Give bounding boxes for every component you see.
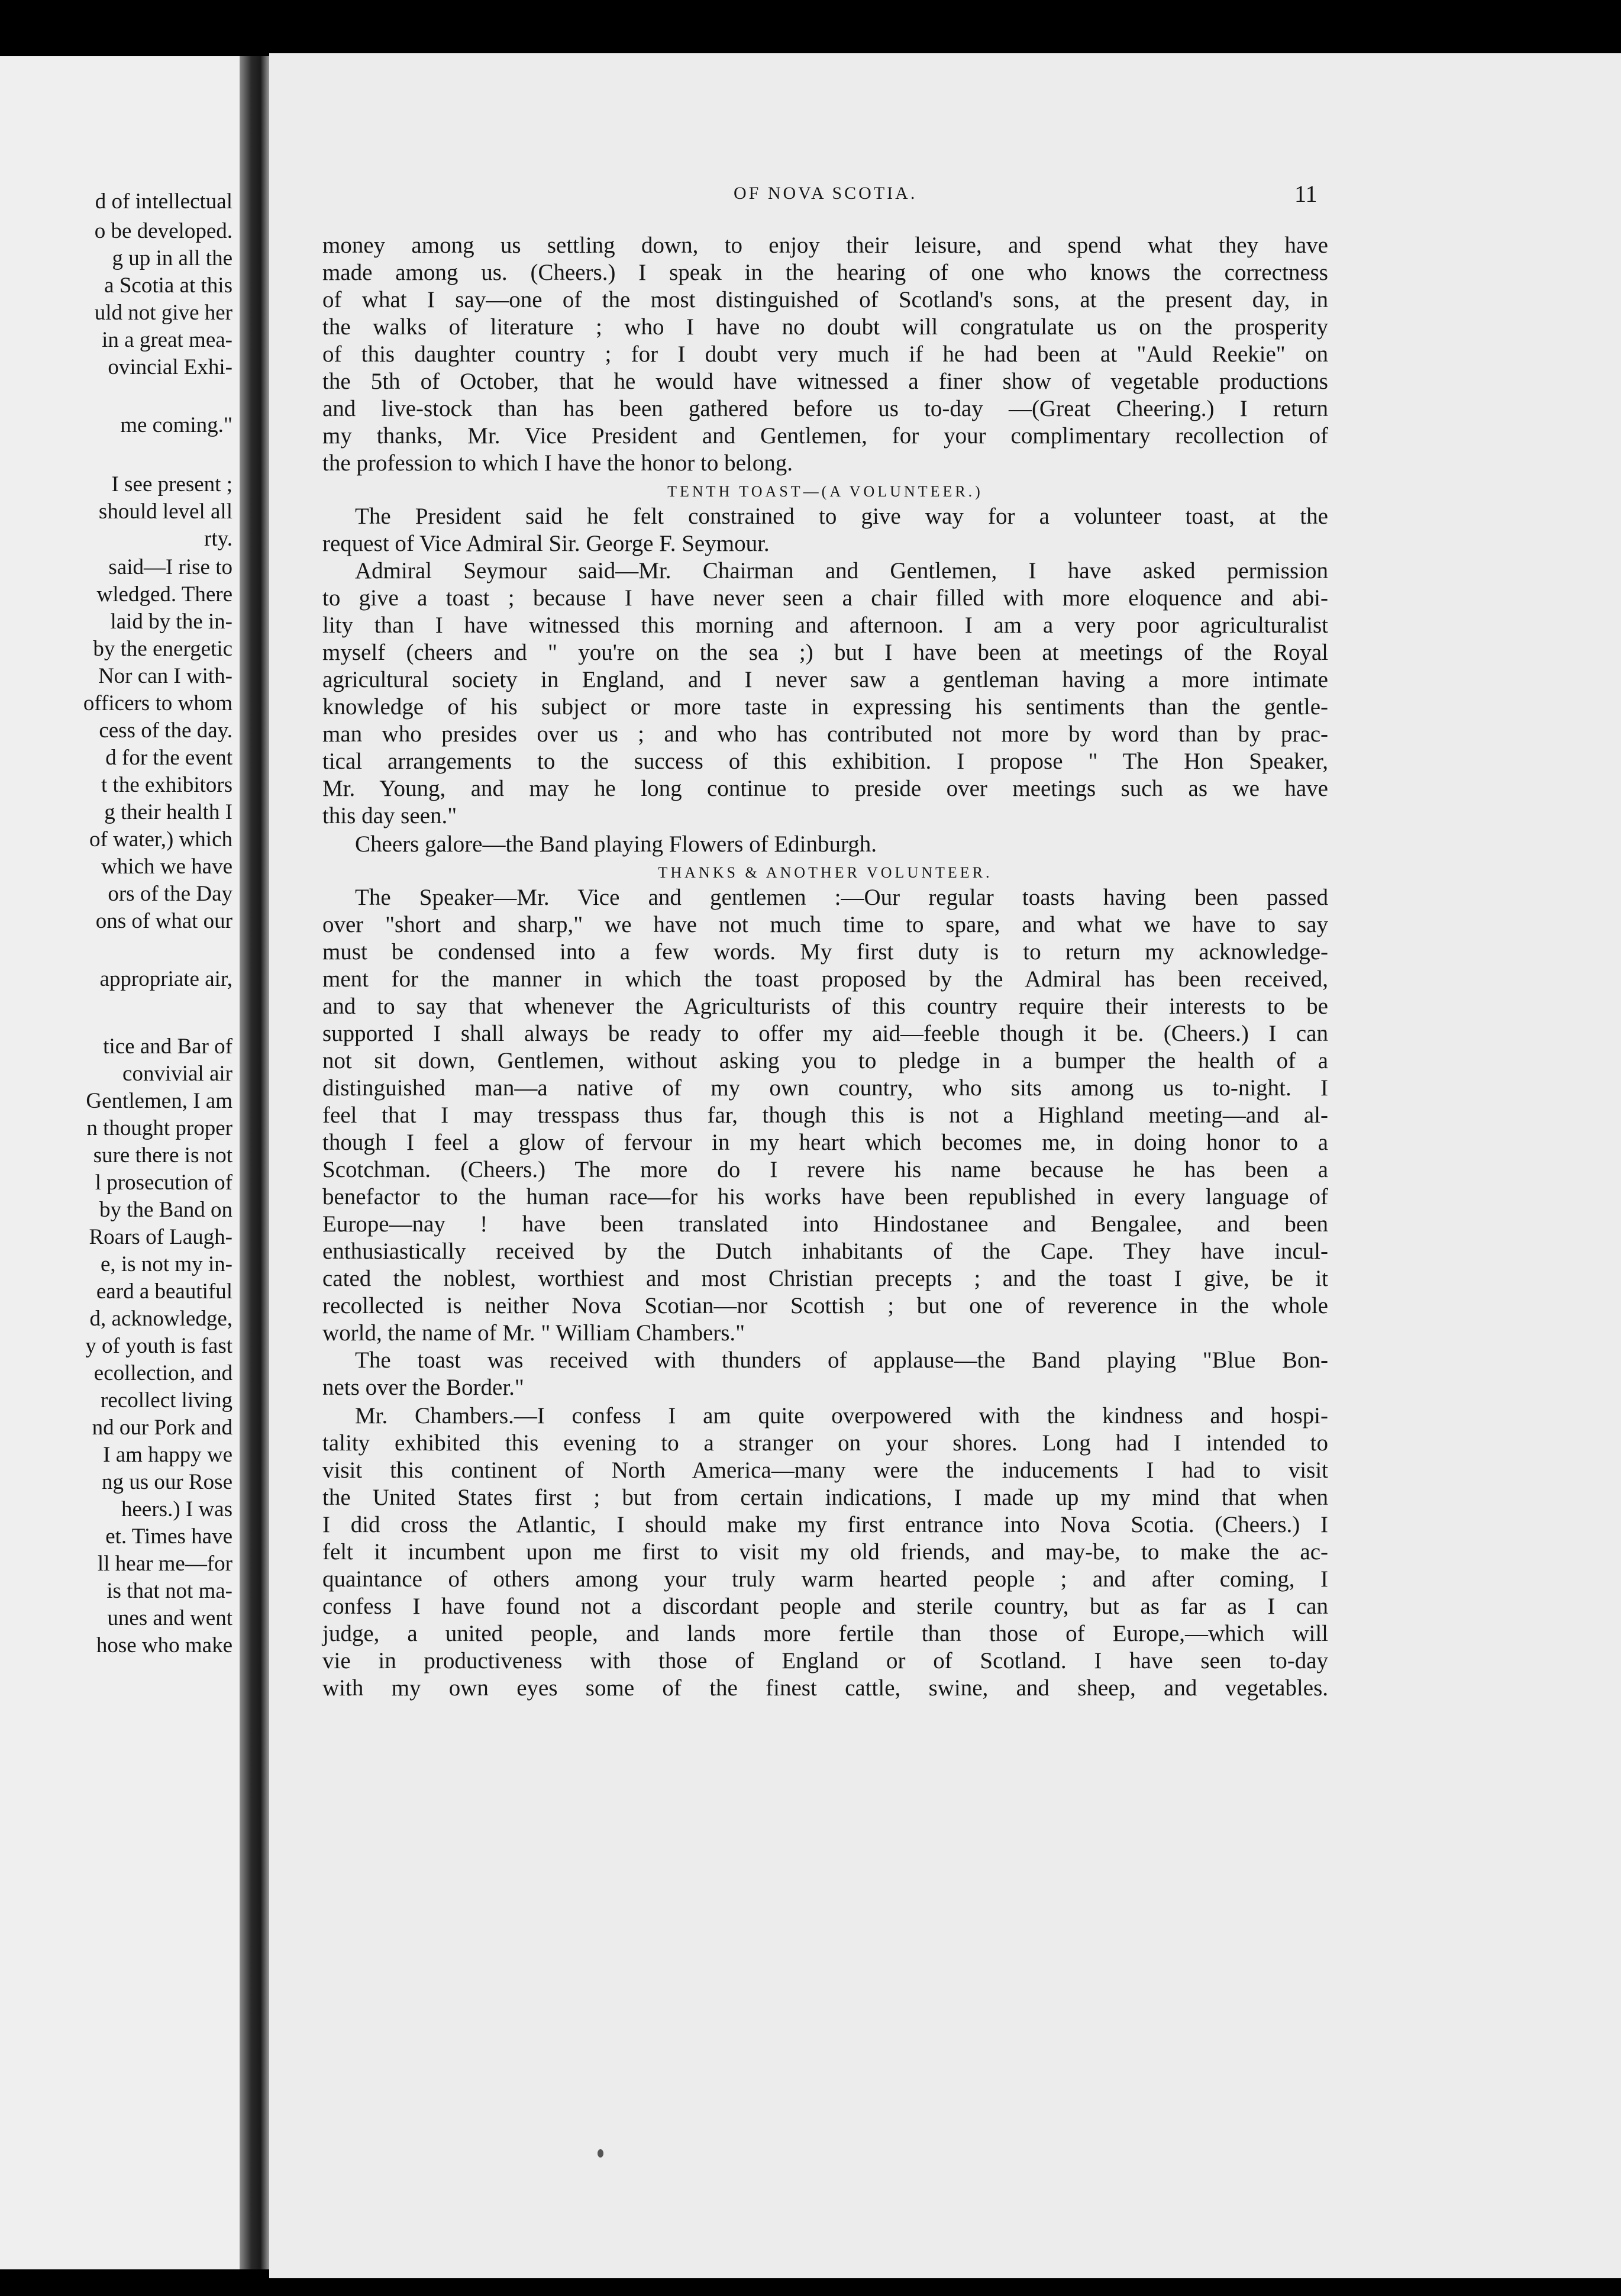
left-page-line: said—I rise to [108,555,233,579]
left-page-line: l prosecution of [95,1170,233,1195]
left-page-line: cess of the day. [99,718,233,743]
text-line: of this daughter country ; for I doubt very much if he had been at "Auld Reekie" on [322,341,1328,367]
text-line: world, the name of Mr. " William Chambers." [322,1320,745,1346]
text-line: Europe—nay ! have been translated into Hindostanee and Bengalee, and been [322,1211,1328,1237]
text-line: man who presides over us ; and who has contributed not more by word than by prac- [322,721,1328,747]
left-page-line: d of intellectual [95,189,233,214]
scan-speck [598,2149,603,2158]
left-page-line: me coming." [120,413,233,437]
text-line: quaintance of others among your truly warm hearted people ; and after coming, I [322,1566,1328,1592]
text-line: The President said he felt constrained to give way for a volunteer toast, at the [355,504,1328,529]
left-page-line: d for the event [105,746,233,770]
left-page-line: laid by the in- [110,610,233,634]
text-line: supported I shall always be ready to offer my aid—feeble though it be. (Cheers.) I can [322,1021,1328,1046]
left-page-line: in a great mea- [102,328,233,352]
text-line: enthusiastically received by the Dutch inhabitants of the Cape. They have incul- [322,1239,1328,1264]
left-page-line: recollect living [101,1388,233,1413]
left-page-line: a Scotia at this [104,273,233,298]
text-line: the 5th of October, that he would have witnessed a finer show of vegetable productions [322,369,1328,394]
left-page-line: by the Band on [99,1198,233,1222]
text-line: and live-stock than has been gathered before us to-day —(Great Cheering.) I return [322,396,1328,421]
left-page-line: by the energetic [93,637,233,661]
page-number: 11 [1294,180,1318,207]
text-line: judge, a united people, and lands more fertile than those of Europe,—which will [322,1621,1328,1646]
text-line: with my own eyes some of the finest cattle, swine, and sheep, and vegetables. [322,1675,1328,1701]
text-line: cated the noblest, worthiest and most Christian precepts ; and the toast I give, be it [322,1266,1328,1291]
left-page-line: officers to whom [83,691,233,715]
text-line: made among us. (Cheers.) I speak in the hearing of one who knows the correctness [322,260,1328,285]
text-line: distinguished man—a native of my own country, who sits among us to-night. I [322,1075,1328,1101]
left-page-line: which we have [101,854,233,879]
left-page-line: et. Times have [105,1524,233,1549]
left-page-line: heers.) I was [121,1497,233,1521]
left-page-line: ons of what our [95,909,233,933]
left-page-line: ovincial Exhi- [108,355,233,379]
text-line: must be condensed into a few words. My first duty is to return my acknowledge- [322,939,1328,965]
text-line: recollected is neither Nova Scotian—nor Scottish ; but one of reverence in the whole [322,1293,1328,1318]
text-line: The toast was received with thunders of applause—the Band playing "Blue Bon- [355,1347,1328,1373]
left-page [0,56,240,2269]
left-page-line: ors of the Day [108,882,233,906]
text-line: the profession to which I have the honor to belong. [322,450,793,476]
text-line: Admiral Seymour said—Mr. Chairman and Gentlemen, I have asked permission [355,558,1328,583]
left-page-line: Nor can I with- [98,664,233,688]
text-line: money among us settling down, to enjoy their leisure, and spend what they have [322,233,1328,258]
left-page-line: g their health I [104,800,233,824]
running-header: OF NOVA SCOTIA. [734,183,918,203]
text-line: tical arrangements to the success of this exhibition. I propose " The Hon Speaker, [322,749,1328,774]
left-page-line: ll hear me—for [97,1552,233,1576]
text-line: and to say that whenever the Agriculturists of this country require their interests to be [322,994,1328,1019]
left-page-line: should level all [98,499,233,524]
text-line: vie in productiveness with those of England or of Scotland. I have seen to-day [322,1648,1328,1673]
left-page-line: g up in all the [112,246,233,270]
text-line: nets over the Border." [322,1375,524,1400]
text-line: tality exhibited this evening to a stranger on your shores. Long had I intended to [322,1430,1328,1456]
text-line: request of Vice Admiral Sir. George F. Seymour. [322,531,770,556]
left-page-line: sure there is not [93,1143,233,1168]
left-page-line: of water,) which [89,827,233,852]
left-page-line: I am happy we [103,1443,233,1467]
text-line: benefactor to the human race—for his works have been republished in every language of [322,1184,1328,1210]
left-page-line: ng us our Rose [102,1470,233,1494]
text-line: agricultural society in England, and I never saw a gentleman having a more intimate [322,667,1328,692]
left-page-line: I see present ; [111,472,233,496]
text-line: the walks of literature ; who I have no doubt will congratulate us on the prosperity [322,314,1328,340]
left-page-line: ecollection, and [93,1361,233,1385]
text-line: my thanks, Mr. Vice President and Gentlemen, for your complimentary recollection of [322,423,1328,449]
left-page-line: hose who make [96,1633,233,1657]
text-line: ment for the manner in which the toast proposed by the Admiral has been received, [322,966,1328,992]
text-line: myself (cheers and " you're on the sea ;) but I have been at meetings of the Royal [322,640,1328,665]
text-line: confess I have found not a discordant people and sterile country, but as far as I can [322,1594,1328,1619]
left-page-line: o be developed. [94,219,233,243]
left-page-line: convivial air [122,1062,233,1086]
text-line: visit this continent of North America—many were the inducements I had to visit [322,1457,1328,1483]
text-line: the United States first ; but from certain indications, I made up my mind that when [322,1485,1328,1510]
text-line: Scotchman. (Cheers.) The more do I revere his name because he has been a [322,1157,1328,1182]
left-page-line: uld not give her [94,301,233,325]
text-line: The Speaker—Mr. Vice and gentlemen :—Our regular toasts having been passed [355,885,1328,910]
left-page-line: n thought proper [86,1116,233,1140]
text-line: feel that I may tresspass thus far, though this is not a Highland meeting—and al- [322,1102,1328,1128]
text-line: knowledge of his subject or more taste in expressing his sentiments than the gentle- [322,694,1328,720]
text-line: to give a toast ; because I have never seen a chair filled with more eloquence and abi- [322,585,1328,611]
left-page-line: rty. [204,527,233,551]
text-line: over "short and sharp," we have not much time to spare, and what we have to say [322,912,1328,937]
text-line: Mr. Chambers.—I confess I am quite overpowered with the kindness and hospi- [355,1403,1328,1428]
text-line: I did cross the Atlantic, I should make my first entrance into Nova Scotia. (Cheers.) I [322,1512,1328,1537]
text-line: lity than I have witnessed this morning and afternoon. I am a very poor agriculturalist [322,612,1328,638]
left-page-line: appropriate air, [99,967,233,991]
left-page-line: y of youth is fast [85,1334,233,1358]
left-page-line: nd our Pork and [92,1415,233,1440]
left-page-line: is that not ma- [106,1579,233,1603]
book-gutter [240,56,269,2269]
text-line: though I feel a glow of fervour in my heart which becomes me, in doing honor to a [322,1130,1328,1155]
left-page-line: Roars of Laugh- [89,1225,233,1249]
text-line: Mr. Young, and may he long continue to preside over meetings such as we have [322,776,1328,801]
text-line: felt it incumbent upon me first to visit my old friends, and may-be, to make the ac- [322,1539,1328,1565]
left-page-line: d, acknowledge, [89,1307,233,1331]
left-page-line: eard a beautiful [96,1279,233,1304]
text-line: not sit down, Gentlemen, without asking you to pledge in a bumper the health of a [322,1048,1328,1073]
left-page-line: unes and went [107,1606,233,1630]
left-page-line: tice and Bar of [103,1034,233,1059]
left-page-line: wledged. There [96,582,233,607]
text-line: this day seen." [322,803,457,828]
left-page-line: e, is not my in- [100,1252,233,1276]
text-line: Cheers galore—the Band playing Flowers of Edinburgh. [355,831,877,857]
text-line: of what I say—one of the most distinguished of Scotland's sons, at the present day, in [322,287,1328,312]
section-heading: TENTH TOAST—(A VOLUNTEER.) [667,483,983,500]
left-page-line: t the exhibitors [101,773,233,797]
left-page-line: Gentlemen, I am [86,1089,233,1113]
section-heading: THANKS & ANOTHER VOLUNTEER. [658,864,993,881]
